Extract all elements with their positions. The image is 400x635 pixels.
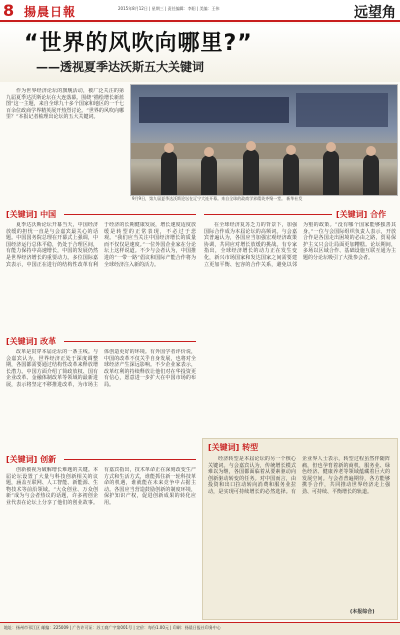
section-transform-text: 经济转型是本届论坛的另一个核心关键词。与会嘉宾认为，传统增长模式难以为继，各国都面临着从要素驱动向创新驱动转变的任务。对中国而言，由投资和出口拉动转向消费和服务业拉动，是实现可持续增长的必然选择。有企业界人士表示，转型过程虽然伴随阵痛，但也孕育着新的商机，服务业、绿色经济、健康养老等领域蕴藏着巨大的发展空间。与会者普遍期待，各方能够携手合作，共同推动世界经济走上强劲、可持续、平衡增长的轨道。 — [208, 456, 390, 495]
footer-text: 地址：扬州市邗江区 邮编：225009 | 广告许可证：苏工商广字第001号 | 定价：每份1.00元 | 印刷：扬晨日报社印务中心 — [4, 625, 221, 630]
photo-banner — [139, 97, 289, 123]
section-reform-text: 改革是贯穿本届论坛的一条主线。与会嘉宾认为，世界经济正处于深度调整期，各国都需要通过结构性改革来释放增长潜力。中国方面介绍了简政放权、国有企业改革、金融体制改革等领域的最新进展，表示将坚定不移推进改革，为市场主体创造更好的环境。有外国学者评价说，中国的改革不仅关乎自身发展，也将对全球经济产生深远影响。不少企业家表示，改革红利的持续释放让他们对在华投资更有信心，愿意进一步扩大在中国市场的布局。 — [6, 349, 196, 388]
photo-figure-head — [286, 145, 296, 155]
photo-caption: 9月9日，第九届夏季达沃斯论坛在辽宁大连开幕。来自全球的政商学界精英齐聚一堂。 新华社发 — [132, 196, 303, 201]
divider-rule — [64, 459, 196, 460]
main-headline: “世界的风吹向哪里?” — [24, 31, 253, 56]
keyword-label-china: [关键词] 中国 — [6, 210, 57, 219]
photo-figure-head — [246, 141, 256, 151]
photo-figure-head — [204, 147, 214, 157]
page-number: 8 — [3, 1, 15, 20]
section-title: 远望角 — [354, 5, 396, 21]
dateline: 2015年8月12日 | 星期三 | 责任编辑：李阳 | 美编：王伟 — [118, 6, 220, 11]
photo-screen — [296, 93, 388, 127]
section-china-text: 夏季达沃斯论坛开幕当天，中国经济放缓的担忧一直是与会嘉宾最关心的话题。中国国务院总理在开幕式上强调，中国经济运行总体平稳，仍处于合理区间，有能力保持中高速增长，中国的发展仍然是世界经济增长的重要动力。多位国际嘉宾表示，中国正在进行的结构性改革有利于经济的长期健康发展，增长速度适度放缓是转型的正常表现，不必过于悲观。“我们应当关注中国经济增长的质量而不仅仅是速度。”一位外国企业家在分论坛上这样说道。不少与会者认为，中国推进的“一带一路”倡议和国际产能合作将为全球经济注入新的活力。 — [6, 222, 196, 268]
divider-rule — [64, 341, 196, 342]
photo-figure-head — [366, 146, 376, 156]
keyword-label-reform: [关键词] 改革 — [6, 337, 57, 346]
photo-figure — [363, 154, 379, 195]
keyword-label-innovation: [关键词] 创新 — [6, 455, 57, 464]
article-credit: (本报综合) — [350, 609, 375, 615]
newspaper-logo: 揚晨日報 — [24, 5, 77, 19]
photo-figure — [283, 153, 299, 195]
sub-headline: ——透视夏季达沃斯五大关键词 — [36, 60, 205, 74]
photo-figure — [161, 151, 177, 195]
photo-figure — [243, 149, 259, 195]
section-innovation-text: 创新被视为破解增长难题的关键。本届论坛设置了大量与科技创新相关的议题，涵盖互联网、人工智能、新能源、生物技术等前沿领域。“大众创业、万众创新”成为与会者热议的话题，许多初创企业代表在论坛上分享了他们的创业故事。有嘉宾指出，技术革命正在深刻改变生产方式和生活方式，谁能抓住新一轮科技革命的机遇，谁就能在未来竞争中占据主动。各国应当营造鼓励创新的制度环境，保护知识产权，促进创新成果的转化应用。 — [6, 467, 196, 506]
photo-figure — [201, 155, 217, 195]
forum-photo — [130, 84, 398, 196]
photo-figure — [323, 150, 339, 195]
photo-figure-head — [326, 142, 336, 152]
divider-rule — [64, 214, 196, 215]
lede-paragraph: 作为世界经济论坛的旗舰活动，被广泛关注的第九届夏季达沃斯论坛在大连落幕。围绕“描绘增长新蓝图”这一主题，来自全球九十多个国家和地区的一千七百余位政商学界精英展开热烈讨论。“世界的风吹向哪里？”本报记者梳理出论坛的五大关键词。 — [6, 88, 124, 121]
keyword-label-transform: [关键词] 转型 — [208, 443, 259, 452]
photo-figure-head — [164, 143, 174, 153]
section-cooperation-text: 在全球经济复苏乏力的背景下，加强国际合作成为本届论坛的高频词。与会嘉宾普遍认为，各国应当加强宏观经济政策协调，共同应对增长放缓的挑战。有专家指出，全球经济增长的动力正在发生变化，新兴市场国家和发达国家之间需要建立更加平衡、包容的合作关系，避免以邻为壑的政策。“没有哪个国家能够独善其身。”一位与会国际组织负责人表示，开放合作是各国走出困境的必由之路，贸易保护主义只会让局面更加糟糕。论坛期间，多场以区域合作、基础设施互联互通为主题的分论坛吸引了大批参会者。 — [204, 222, 396, 268]
keyword-label-cooperation: [关键词] 合作 — [336, 210, 387, 219]
divider-rule — [204, 214, 332, 215]
